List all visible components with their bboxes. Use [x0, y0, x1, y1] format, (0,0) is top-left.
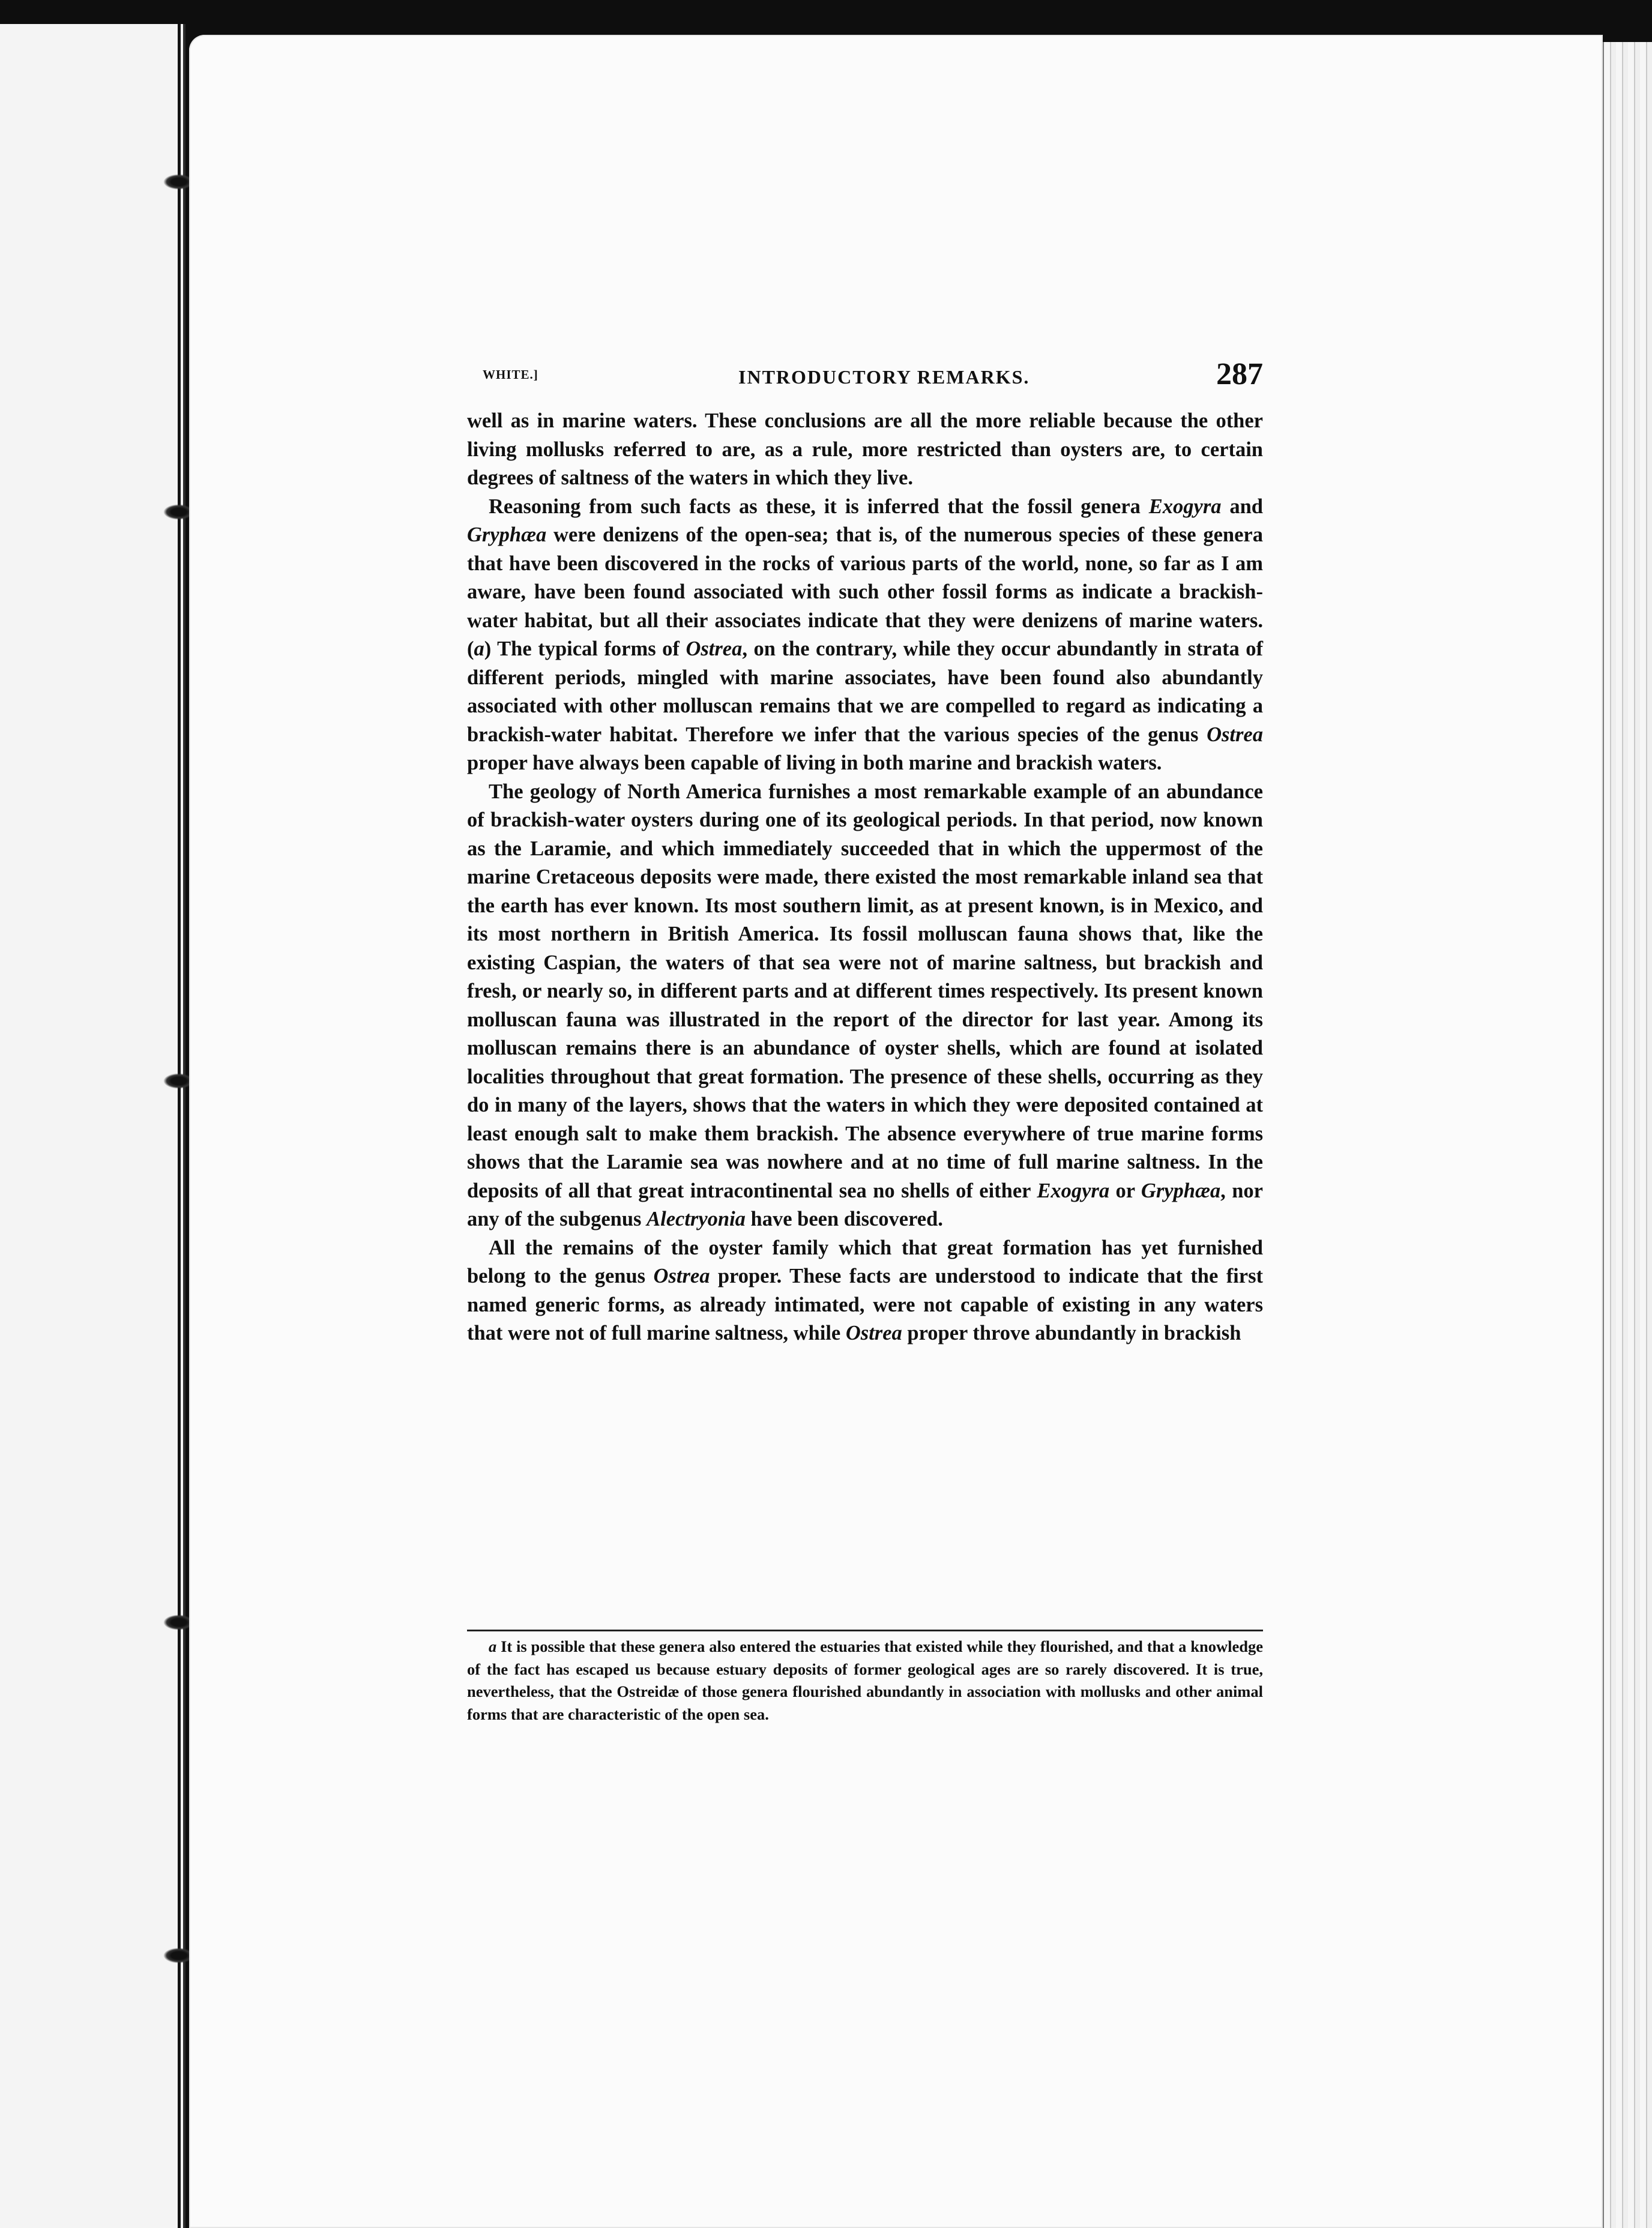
running-head-title: INTRODUCTORY REMARKS.	[738, 366, 1030, 388]
text-run: Reasoning from such facts as these, it is inferred that the fossil genera	[489, 495, 1149, 518]
text-run: The geology of North America furnishes a most remarkable example of an abundance of brackish-water oysters during one of its geological periods. In that period, now known as the Laramie, and which immediately succeeded that in which the uppermost of the marine Cretaceous deposits were made, there existed the most remarkable inland sea that the earth has ever known. Its most southern limit, as at present known, is in Mexico, and its most northern in British America. Its fossil molluscan fauna shows that, like the existing Caspian, the waters of that sea were not of marine saltness, but brackish and fresh, or nearly so, in different parts and at different times respectively. Its present known molluscan fauna was illustrated in the report of the director for last year. Among its molluscan remains there is an abundance of oyster shells, which are found at isolated localities throughout that great formation. The presence of these shells, occurring as they do in many of the layers, shows that the waters in which they were deposited contained at least enough salt to make them brackish. The absence everywhere of true marine forms shows that the Laramie sea was nowhere and at no time of full marine saltness. In the deposits of all that great intracontinental sea no shells of either	[467, 780, 1263, 1202]
text-run: It is possible that these genera also entered the estuaries that existed while they flourished, and that a knowledge of the fact has escaped us because estuary deposits of former geological ages are so rarely discovered. It is true, nevertheless, that the Ostreidæ of those genera flourished abundantly in association with mollusks and other animal forms that are characteristic of the open sea.	[467, 1637, 1263, 1723]
text-run: proper have always been capable of living in both marine and brackish waters.	[467, 751, 1162, 774]
text-run: well as in marine waters. These conclusions are all the more reliable because the other living mollusks referred to are, as a rule, more restricted than oysters are, to certain degrees of saltness of the waters in which they live.	[467, 409, 1263, 489]
running-head	[467, 357, 1263, 401]
page-number: 287	[1216, 357, 1263, 391]
text-run: , nor any of the subgenus	[467, 1179, 1263, 1230]
paragraph	[467, 407, 1263, 493]
italic-term: Gryphæa	[467, 523, 547, 546]
text-run: proper. These facts are understood to indicate that the first named generic forms, as already intimated, were not capable of existing in any waters that were not of full marine saltness, while	[467, 1265, 1263, 1344]
italic-term: Exogyra	[1148, 495, 1222, 518]
footnote-text	[467, 1636, 1263, 1726]
italic-term: Ostrea	[1207, 723, 1263, 746]
italic-term: Ostrea	[686, 637, 743, 660]
stacked-page-edges	[1604, 42, 1652, 2228]
footnote-rule	[467, 1630, 1263, 1631]
italic-term: Exogyra	[1037, 1179, 1110, 1202]
paragraph	[467, 493, 1263, 778]
italic-term: Gryphæa	[1141, 1179, 1221, 1202]
italic-term: a	[489, 1637, 497, 1655]
italic-term: Ostrea	[653, 1265, 710, 1287]
text-run: and	[1221, 495, 1263, 518]
text-run: All the remains of the oyster family which that great formation has yet furnished belong to the genus	[467, 1236, 1263, 1287]
italic-term: Ostrea	[845, 1322, 902, 1344]
body-text	[467, 407, 1263, 1348]
text-run: ) The typical forms of	[484, 637, 686, 660]
text-run: , on the contrary, while they occur abundantly in strata of different periods, mingled with marine associates, have been found also abundantly associated with other molluscan remains that we are compelled to regard as indicating a brackish-water habitat. Therefore we infer that the various species of the genus	[467, 637, 1263, 746]
binding-line	[178, 24, 181, 2228]
text-run: proper throve abundantly in brackish	[902, 1322, 1241, 1344]
running-head-author: WHITE.]	[483, 367, 538, 382]
italic-term: a	[474, 637, 484, 660]
paragraph	[467, 1234, 1263, 1348]
facing-page-edge	[0, 24, 185, 2228]
text-run: or	[1109, 1179, 1141, 1202]
italic-term: Alectryonia	[647, 1208, 746, 1230]
text-run: were denizens of the open-sea; that is, of the numerous species of these genera that have been discovered in the rocks of various parts of the world, none, so far as I am aware, have been found associated with such other fossil forms as indicate a brackish-water habitat, but all their associates indicate that they were denizens of marine waters.(	[467, 523, 1263, 660]
paragraph	[467, 778, 1263, 1234]
footnote	[467, 1636, 1263, 1726]
text-run: have been discovered.	[745, 1208, 943, 1230]
